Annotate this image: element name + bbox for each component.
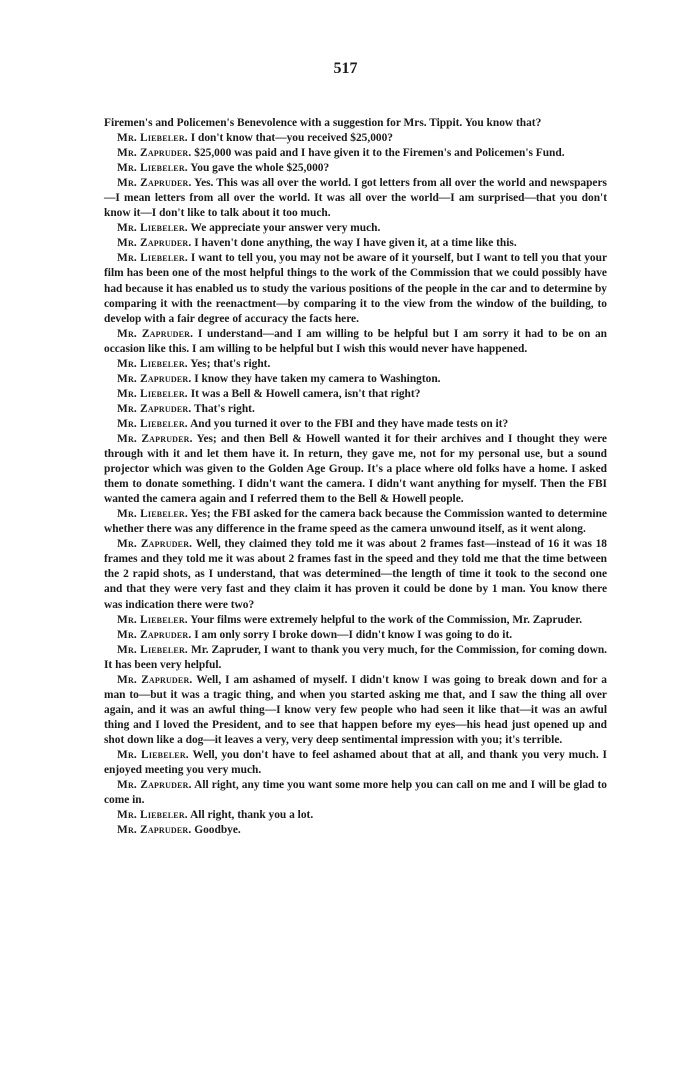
transcript-paragraph [104,327,607,357]
transcript-body [104,116,607,838]
paragraph-text: You gave the whole $25,000? [190,162,330,175]
paragraph-text: I don't know that—you received $25,000? [190,132,394,145]
transcript-paragraph [104,808,607,823]
paragraph-text: Yes; the FBI asked for the camera back because the Commission wanted to determine whether there was any difference in the frame speed as the camera unwound itself, as it went along. [104,508,607,536]
paragraph-text: Well, they claimed they told me it was about 2 frames fast—instead of 16 it was 18 frames and they told me it was about 2 frames fast in the speed and they told me that the time between the 2 rapid shots, as I understand, that was determined—the length of time it took to the second one and that they were very fast and they claim it has proven it could be done by 1 man. You know there was indication there were two? [104,538,607,611]
transcript-paragraph [104,372,607,387]
transcript-paragraph [104,673,607,748]
transcript-paragraph [104,402,607,417]
paragraph-text: I want to tell you, you may not be aware of it yourself, but I want to tell you that your film has been one of the most helpful things to the work of the Commission that we could possibly have had because it has enabled us to study the various positions of the people in the car and to determine by comparing it with the reenactment—by comparing it to the view from the window of the building, to develop with a fair degree of accuracy the facts here. [104,252,607,325]
speaker-name: Mr. Zapruder. [117,372,192,385]
speaker-name: Mr. Liebeler. [117,162,188,175]
speaker-name: Mr. Zapruder. [117,402,192,415]
paragraph-text: And you turned it over to the FBI and they have made tests on it? [190,417,509,430]
speaker-name: Mr. Zapruder. [117,628,192,641]
transcript-paragraph [104,236,607,251]
speaker-name: Mr. Zapruder. [117,824,192,837]
transcript-paragraph [104,823,607,838]
speaker-name: Mr. Zapruder. [117,177,192,190]
paragraph-text: I know they have taken my camera to Washington. [194,372,441,385]
speaker-name: Mr. Zapruder. [117,147,192,160]
paragraph-text: All right, thank you a lot. [190,809,314,822]
speaker-name: Mr. Zapruder. [117,327,194,340]
paragraph-text: Yes. This was all over the world. I got letters from all over the world and newspapers—I mean letters from all over the world. It was all over the world—I am surprised—that you don't know it—I don't like to talk about it too much. [104,177,607,220]
paragraph-text: That's right. [194,402,255,415]
speaker-name: Mr. Liebeler. [117,132,188,145]
transcript-paragraph [104,778,607,808]
speaker-name: Mr. Liebeler. [117,222,188,235]
speaker-name: Mr. Zapruder. [117,237,192,250]
speaker-name: Mr. Liebeler. [117,613,188,626]
paragraph-text: Your films were extremely helpful to the work of the Commission, Mr. Zapruder. [190,613,583,626]
transcript-paragraph [104,748,607,778]
paragraph-text: Mr. Zapruder, I want to thank you very much, for the Commission, for coming down. It has been very helpful. [104,643,607,671]
transcript-paragraph [104,387,607,402]
paragraph-text: I am only sorry I broke down—I didn't know I was going to do it. [194,628,513,641]
transcript-paragraph [104,643,607,673]
speaker-name: Mr. Liebeler. [117,643,188,656]
transcript-paragraph [104,146,607,161]
paragraph-text: We appreciate your answer very much. [190,222,381,235]
paragraph-text: I haven't done anything, the way I have given it, at a time like this. [194,237,517,250]
transcript-paragraph [104,613,607,628]
speaker-name: Mr. Liebeler. [117,252,188,265]
paragraph-text: I understand—and I am willing to be helpful but I am sorry it had to be on an occasion like this. I am willing to be helpful but I wish this would never have happened. [104,327,607,355]
page-number: 517 [333,60,358,77]
speaker-name: Mr. Zapruder. [117,538,193,551]
transcript-paragraph [104,221,607,236]
speaker-name: Mr. Liebeler. [117,357,188,370]
transcript-paragraph [104,161,607,176]
transcript-paragraph [104,116,607,131]
speaker-name: Mr. Liebeler. [117,748,189,761]
transcript-paragraph [104,131,607,146]
paragraph-text: Well, I am ashamed of myself. I didn't know I was going to break down and for a man to—but it was a tragic thing, and when you started asking me that, and I saw the thing all over again, and it was an awful thing—I know very few people who had seen it like that—it was an awful thing and I loved the President, and to see that happen before my eyes—his head just opened up and shot down like a dog—it leaves a very, very deep sentimental impression with you; it's terrible. [104,673,607,746]
speaker-name: Mr. Liebeler. [117,809,188,822]
paragraph-text: Goodbye. [194,824,241,837]
speaker-name: Mr. Zapruder. [117,673,193,686]
speaker-name: Mr. Zapruder. [117,779,192,792]
speaker-name: Mr. Liebeler. [117,417,188,430]
paragraph-text: $25,000 was paid and I have given it to the Firemen's and Policemen's Fund. [194,147,565,160]
paragraph-text: Firemen's and Policemen's Benevolence with a suggestion for Mrs. Tippit. You know that? [104,117,542,129]
transcript-paragraph [104,176,607,221]
paragraph-text: All right, any time you want some more help you can call on me and I will be glad to come in. [104,779,607,807]
paragraph-text: Yes; and then Bell & Howell wanted it for their archives and I thought they were through with it and let them have it. In return, they gave me, not for my personal use, but a sound projector which was given to the Golden Age Group. It's a place where old folks have a home. I asked them to donate something. I didn't want the camera. I didn't want anything for myself. Then the FBI wanted the camera again and I referred them to the Bell & Howell people. [104,432,607,506]
speaker-name: Mr. Liebeler. [117,387,188,400]
transcript-paragraph [104,537,607,612]
transcript-paragraph [104,357,607,372]
paragraph-text: Well, you don't have to feel ashamed about that at all, and thank you very much. I enjoyed meeting you very much. [104,748,607,777]
transcript-paragraph [104,432,607,507]
transcript-paragraph [104,628,607,643]
speaker-name: Mr. Zapruder. [117,432,193,445]
paragraph-text: Yes; that's right. [190,357,271,370]
speaker-name: Mr. Liebeler. [117,508,188,521]
transcript-paragraph [104,251,607,326]
transcript-paragraph [104,417,607,432]
paragraph-text: It was a Bell & Howell camera, isn't that right? [190,387,421,400]
transcript-paragraph [104,507,607,537]
